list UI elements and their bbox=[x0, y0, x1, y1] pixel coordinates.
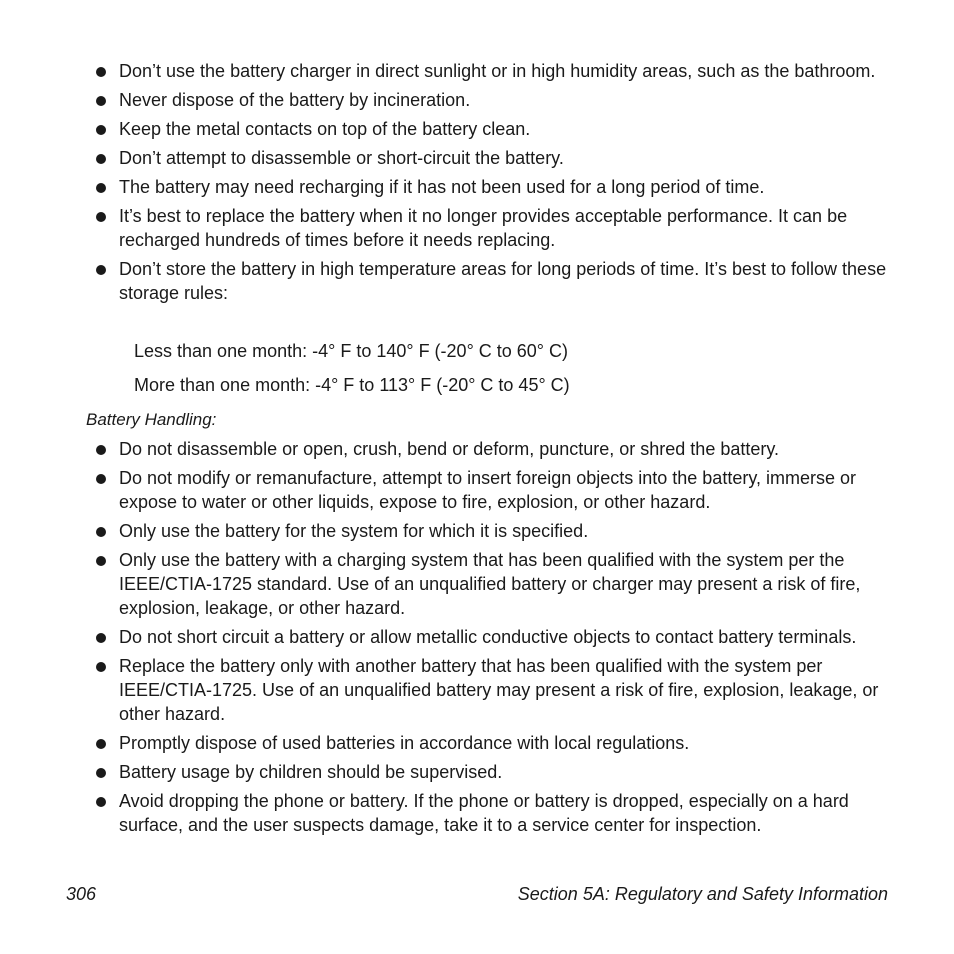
bullet-icon bbox=[96, 739, 106, 749]
list-item bbox=[0, 437, 954, 461]
list-item-text: Battery usage by children should be supervised. bbox=[119, 762, 503, 782]
list-item bbox=[0, 625, 954, 649]
list-item-text: Do not modify or remanufacture, attempt to insert foreign objects into the battery, immerse or expose to water or other liquids, expose to fire, explosion, or other hazard. bbox=[119, 468, 856, 512]
list-item-text: Only use the battery for the system for which it is specified. bbox=[119, 521, 589, 541]
bullet-icon bbox=[96, 797, 106, 807]
bullet-icon bbox=[96, 265, 106, 275]
list-item bbox=[0, 519, 954, 543]
bullet-icon bbox=[96, 556, 106, 566]
list-item bbox=[0, 204, 954, 252]
bullet-icon bbox=[96, 67, 106, 77]
list-item-text: Do not short circuit a battery or allow metallic conductive objects to contact battery terminals. bbox=[119, 627, 857, 647]
list-item bbox=[0, 257, 954, 305]
list-item bbox=[0, 146, 954, 170]
battery-handling-list bbox=[0, 437, 954, 842]
list-item bbox=[0, 466, 954, 514]
list-item-text: The battery may need recharging if it has not been used for a long period of time. bbox=[119, 177, 765, 197]
list-item bbox=[0, 175, 954, 199]
list-item-text: Replace the battery only with another battery that has been qualified with the system per IEEE/CTIA-1725. Use of an unqualified battery may present a risk of fire, explosion, leakage, or other hazard. bbox=[119, 656, 879, 724]
list-item-text: Avoid dropping the phone or battery. If the phone or battery is dropped, especially on a hard surface, and the user suspects damage, take it to a service center for inspection. bbox=[119, 791, 849, 835]
storage-rule-long-term: More than one month: -4° F to 113° F (-20° C to 45° C) bbox=[134, 375, 570, 395]
bullet-icon bbox=[96, 183, 106, 193]
list-item-text: Do not disassemble or open, crush, bend or deform, puncture, or shred the battery. bbox=[119, 439, 780, 459]
bullet-icon bbox=[96, 768, 106, 778]
bullet-icon bbox=[96, 633, 106, 643]
list-item-text: Don’t attempt to disassemble or short-circuit the battery. bbox=[119, 148, 564, 168]
list-item bbox=[0, 117, 954, 141]
list-item bbox=[0, 59, 954, 83]
bullet-icon bbox=[96, 125, 106, 135]
battery-care-list bbox=[0, 59, 954, 310]
list-item bbox=[0, 760, 954, 784]
list-item-text: Never dispose of the battery by incineration. bbox=[119, 90, 471, 110]
list-item-text: Only use the battery with a charging system that has been qualified with the system per the IEEE/CTIA-1725 standard. Use of an unqualified battery or charger may present a risk of fire, explosion, leakage, or other hazard. bbox=[119, 550, 861, 618]
section-subheading: Battery Handling: bbox=[86, 410, 217, 429]
list-item bbox=[0, 654, 954, 726]
bullet-icon bbox=[96, 474, 106, 484]
page-number: 306 bbox=[66, 884, 97, 904]
list-item-text: Don’t use the battery charger in direct sunlight or in high humidity areas, such as the bathroom. bbox=[119, 61, 876, 81]
list-item-text: Promptly dispose of used batteries in accordance with local regulations. bbox=[119, 733, 690, 753]
bullet-icon bbox=[96, 212, 106, 222]
list-item-text: Don’t store the battery in high temperature areas for long periods of time. It’s best to follow these storage rules: bbox=[119, 259, 887, 303]
list-item bbox=[0, 731, 954, 755]
bullet-icon bbox=[96, 527, 106, 537]
bullet-icon bbox=[96, 96, 106, 106]
list-item bbox=[0, 88, 954, 112]
bullet-icon bbox=[96, 154, 106, 164]
list-item bbox=[0, 789, 954, 837]
bullet-icon bbox=[96, 445, 106, 455]
section-footer-title: Section 5A: Regulatory and Safety Information bbox=[517, 884, 888, 904]
list-item-text: It’s best to replace the battery when it no longer provides acceptable performance. It can be recharged hundreds of times before it needs replacing. bbox=[119, 206, 848, 250]
list-item-text: Keep the metal contacts on top of the battery clean. bbox=[119, 119, 531, 139]
list-item bbox=[0, 548, 954, 620]
storage-rule-short-term: Less than one month: -4° F to 140° F (-20° C to 60° C) bbox=[134, 341, 568, 361]
bullet-icon bbox=[96, 662, 106, 672]
